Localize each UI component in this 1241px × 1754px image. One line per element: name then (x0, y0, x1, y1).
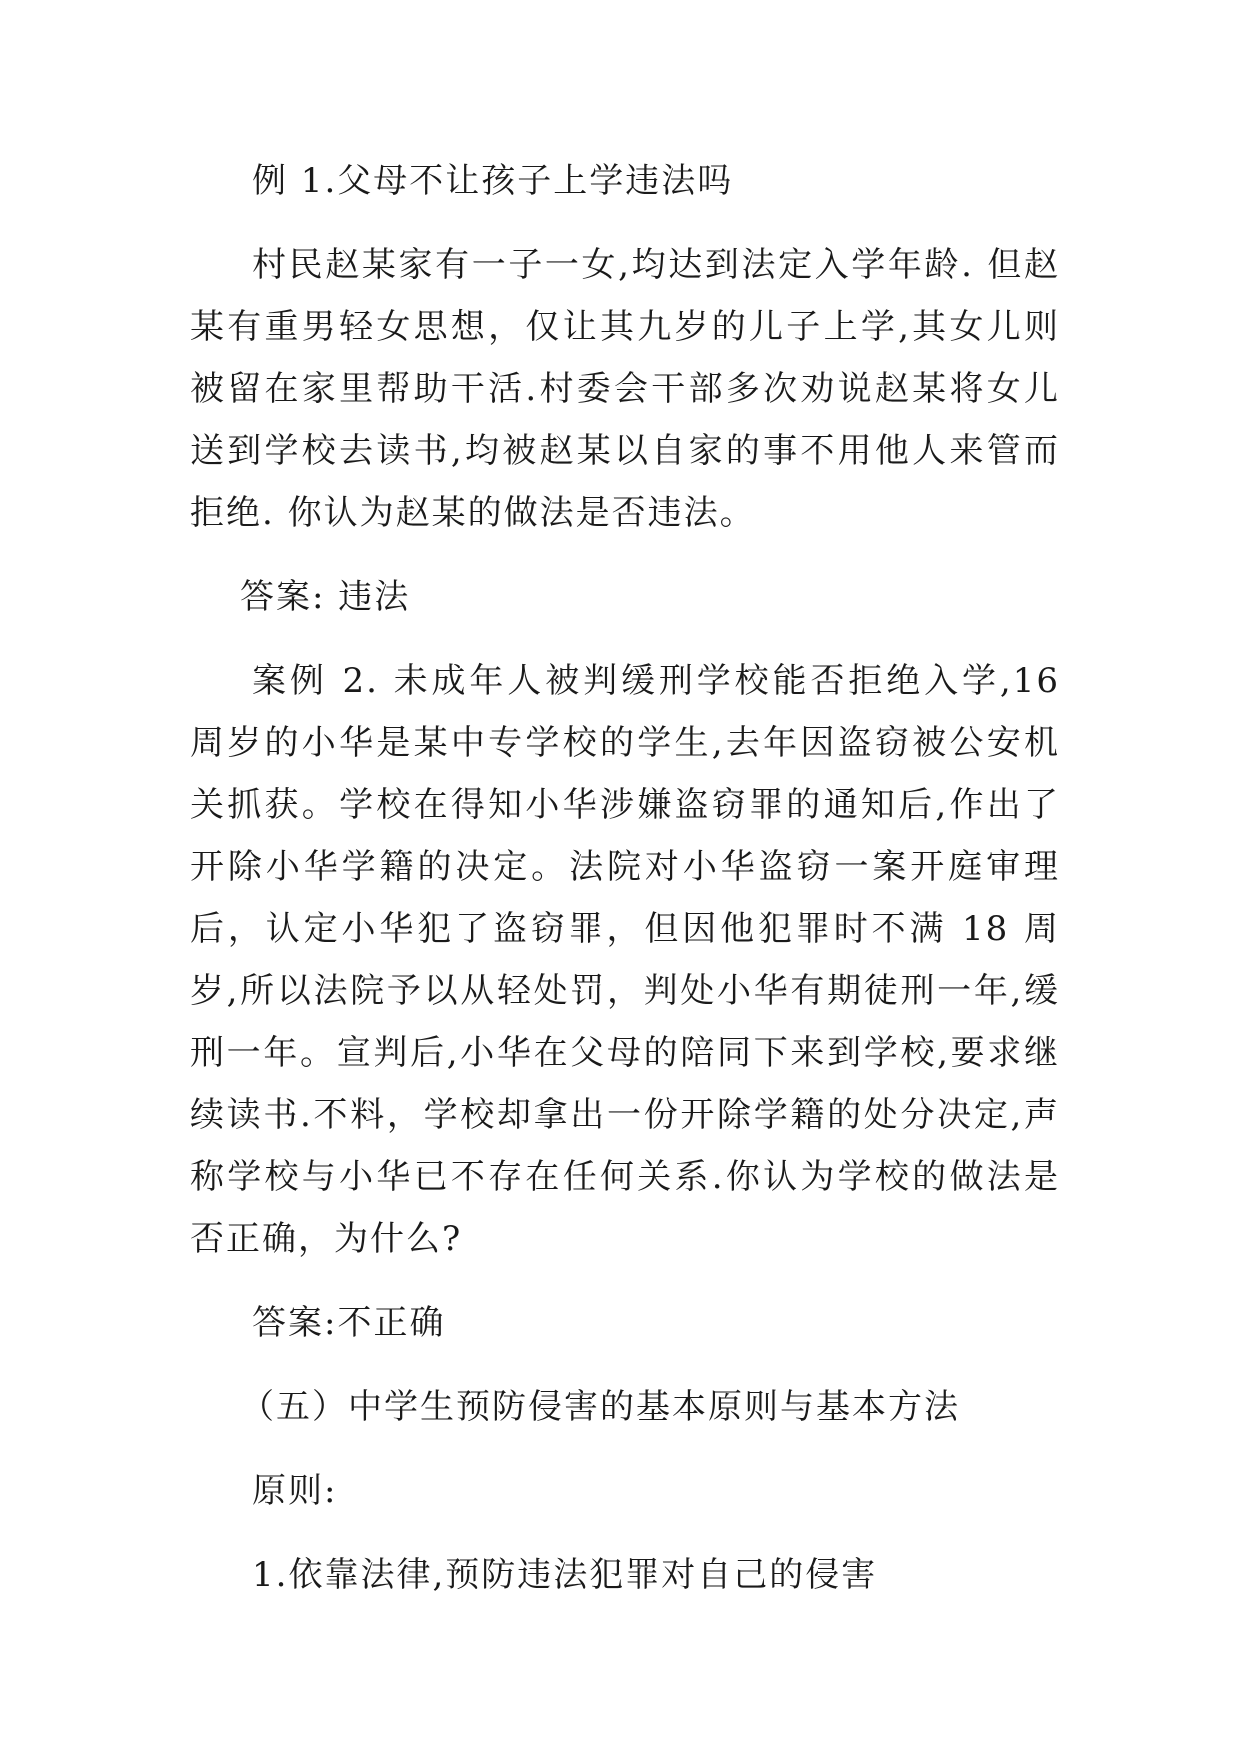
section5-title: （五）中学生预防侵害的基本原则与基本方法 (240, 1387, 960, 1427)
document-page (190, 150, 1060, 1628)
principle-1: 1.依靠法律,预防违法犯罪对自己的侵害 (252, 1555, 878, 1595)
example1-body: 村民赵某家有一子一女,均达到法定入学年龄. 但赵某有重男轻女思想，仅让其九岁的儿子上学,其女儿则被留在家里帮助干活.村委会干部多次劝说赵某将女儿送到学校去读书,均被赵某以自家的事不用他人来管而拒绝. 你认为赵某的做法是否违法。 (190, 245, 1060, 533)
example2-answer: 答案:不正确 (252, 1303, 446, 1343)
example1-title: 例 1.父母不让孩子上学违法吗 (252, 161, 734, 201)
example1-answer: 答案: 违法 (240, 577, 411, 617)
principles-label: 原则: (252, 1471, 338, 1511)
example2-body: 案例 2. 未成年人被判缓刑学校能否拒绝入学,16 周岁的小华是某中专学校的学生,去年因盗窃被公安机关抓获。学校在得知小华涉嫌盗窃罪的通知后,作出了开除小华学籍的决定。法院对小华盗窃一案开庭审理后，认定小华犯了盗窃罪，但因他犯罪时不满 18 周岁,所以法院予以从轻处罚，判处小华有期徒刑一年,缓刑一年。宣判后,小华在父母的陪同下来到学校,要求继续读书.不料，学校却拿出一份开除学籍的处分决定,声称学校与小华已不存在任何关系.你认为学校的做法是否正确，为什么? (190, 661, 1060, 1259)
